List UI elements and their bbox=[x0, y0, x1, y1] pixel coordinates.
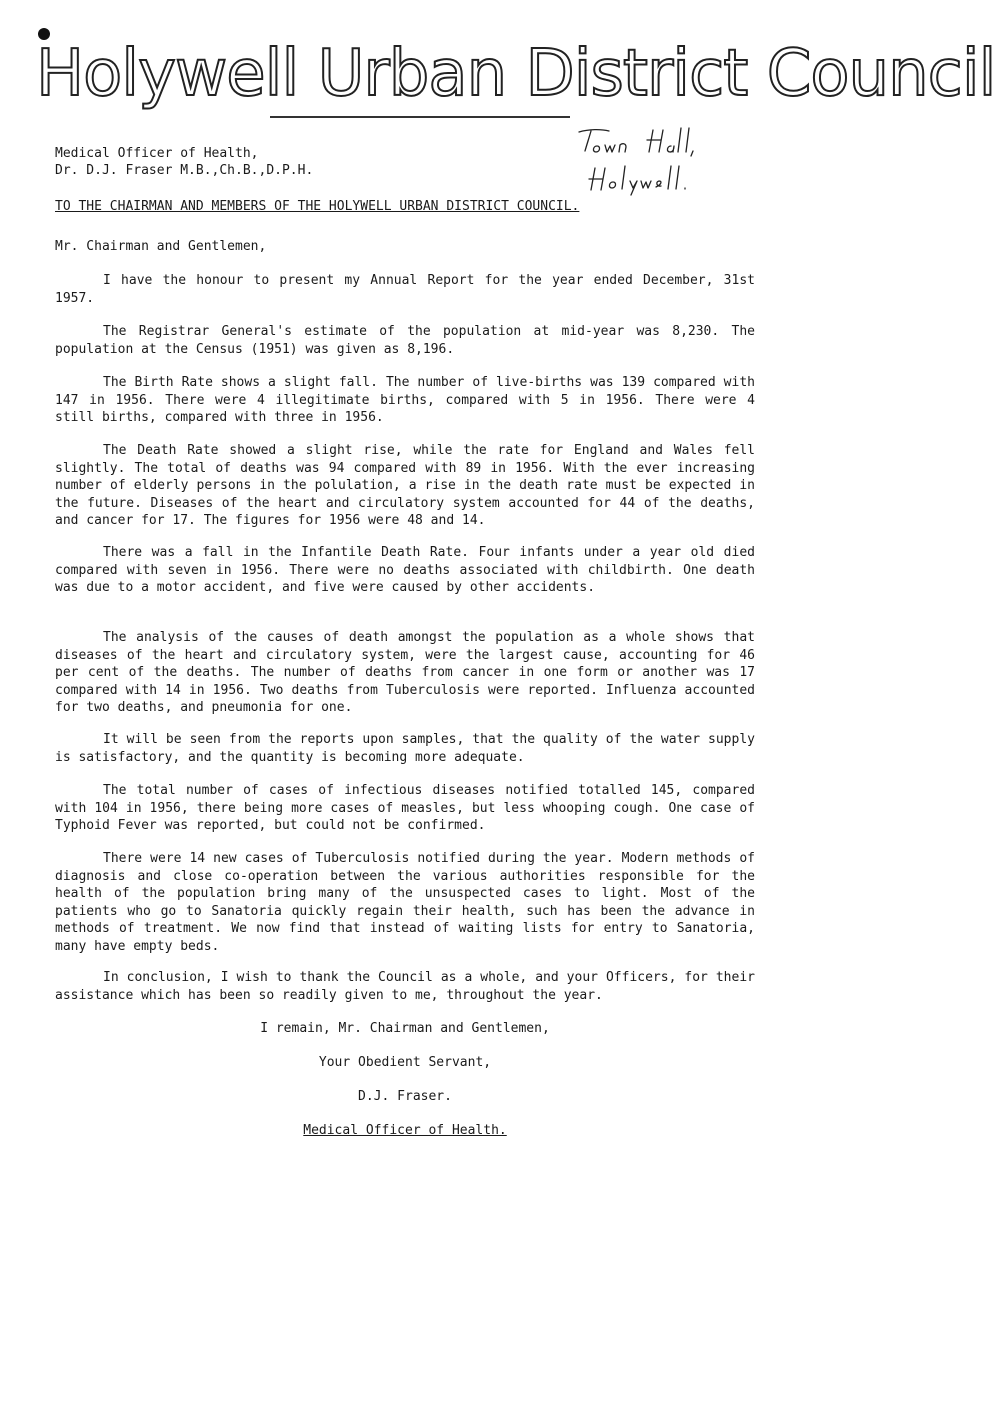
paragraph-death-rate: The Death Rate showed a slight rise, while the rate for England and Wales fell slightly. The total of deaths was 94 compared with 89 in 1956. With the ever increasing number of elderly persons in the polulation, a rise in the death rate must be expected in the future. Diseases of the heart and circulatory system accounted for 44 of the deaths, and cancer for 17. The figures for 1956 were 48 and 14. bbox=[55, 443, 755, 529]
closing-servant: Your Obedient Servant, bbox=[318, 1055, 492, 1070]
paragraph-infantile-death-rate: There was a fall in the Infantile Death Rate. Four infants under a year old died compared with seven in 1956. There were no deaths associated with childbirth. One death was due to a motor accident, and five were caused by other accidents. bbox=[55, 545, 755, 596]
closing-remain: I remain, Mr. Chairman and Gentlemen, bbox=[260, 1021, 550, 1036]
paragraph-conclusion: In conclusion, I wish to thank the Council as a whole, and your Officers, for their assistance which has been so readily given to me, throughout the year. bbox=[55, 970, 755, 1003]
salutation: Mr. Chairman and Gentlemen, bbox=[55, 239, 267, 254]
closing-title: Medical Officer of Health. bbox=[303, 1123, 507, 1138]
officer-name: Dr. D.J. Fraser M.B.,Ch.B.,D.P.H. bbox=[55, 163, 314, 178]
paragraph-infectious-diseases: The total number of cases of infectious diseases notified totalled 145, compared with 104 in 1956, there being more cases of measles, but less whooping cough. One case of Typhoid Fever was reported, but could not be confirmed. bbox=[55, 783, 755, 834]
paragraph-intro: I have the honour to present my Annual Report for the year ended December, 31st 1957. bbox=[55, 273, 755, 306]
closing-signature: D.J. Fraser. bbox=[358, 1089, 452, 1104]
masthead-rule bbox=[270, 116, 570, 118]
addressee-heading: TO THE CHAIRMAN AND MEMBERS OF THE HOLYWELL URBAN DISTRICT COUNCIL. bbox=[55, 199, 580, 214]
council-masthead: Holywell Urban District Council bbox=[36, 37, 995, 111]
paragraph-tuberculosis: There were 14 new cases of Tuberculosis notified during the year. Modern methods of diagnosis and close co-operation between the various authorities responsible for the health of the population bring many of the unsuspected cases to light. Most of the patients who go to Sanatoria quickly regain their health, such has been the advance in methods of treatment. We now find that instead of waiting lists for entry to Sanatoria, many have empty beds. bbox=[55, 851, 755, 954]
paragraph-causes-of-death: The analysis of the causes of death amongst the population as a whole shows that diseases of the heart and circulatory system, were the largest cause, accounting for 46 per cent of the deaths. The number of deaths from cancer in one form or another was 17 compared with 14 in 1956. Two deaths from Tuberculosis were reported. Influenza accounted for two deaths, and pneumonia for one. bbox=[55, 630, 755, 716]
officer-block bbox=[55, 145, 313, 179]
paragraph-water-supply: It will be seen from the reports upon samples, that the quality of the water supply is satisfactory, and the quantity is becoming more adequate. bbox=[55, 732, 755, 765]
officer-title: Medical Officer of Health, bbox=[55, 146, 259, 161]
paragraph-birth-rate: The Birth Rate shows a slight fall. The number of live-births was 139 compared with 147 in 1956. There were 4 illegitimate births, compared with 5 in 1956. There were 4 still births, compared with three in 1956. bbox=[55, 375, 755, 426]
town-hall-script-address bbox=[575, 124, 725, 196]
paragraph-population: The Registrar General's estimate of the population at mid-year was 8,230. The population at the Census (1951) was given as 8,196. bbox=[55, 324, 755, 357]
